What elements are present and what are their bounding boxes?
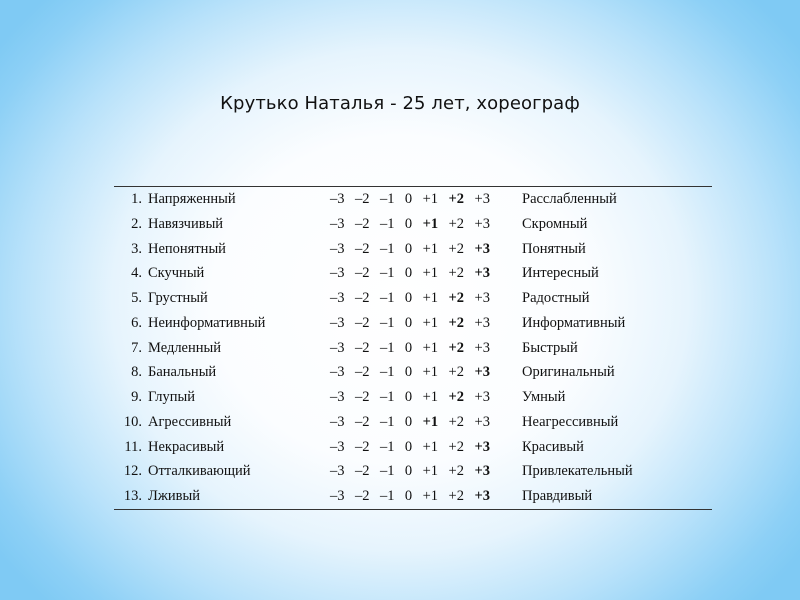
rating-scale [330,484,490,508]
scale-value: –3 [330,389,345,405]
row-number: 12. [123,463,142,480]
left-adjective: Глупый [148,389,196,405]
left-adjective: Медленный [148,339,222,356]
table-row [114,286,712,310]
right-adjective: Красивый [522,438,584,455]
table-row [114,385,712,409]
scale-value-selected: +1 [422,413,439,430]
scale-value: +2 [448,265,464,282]
scale-value: +3 [474,413,490,430]
table-row [114,311,712,335]
right-adjective: Информативный [522,314,626,331]
scale-value: –1 [379,290,395,306]
scale-value-selected: +2 [448,339,465,356]
scale-value: –3 [330,191,345,207]
table-row [114,484,712,508]
scale-value: –2 [354,463,370,480]
table-row [114,435,712,459]
right-adjective: Правдивый [522,488,593,504]
scale-value: +3 [474,215,490,232]
right-adjective: Привлекательный [522,463,633,480]
scale-value: 0 [404,290,413,306]
rating-scale [330,435,490,459]
scale-value: +1 [422,488,439,504]
right-adjective: Быстрый [522,339,578,356]
scale-value: –3 [330,290,345,306]
row-number: 2. [131,215,142,232]
rating-scale [330,410,490,434]
row-number: 5. [131,290,142,306]
scale-value: +3 [474,290,490,306]
scale-value: +2 [448,488,464,504]
right-adjective: Умный [522,389,566,405]
scale-value: +2 [448,413,465,430]
row-number: 10. [123,413,142,430]
scale-value: +1 [422,290,439,306]
row-number: 9. [131,389,142,405]
row-number: 4. [131,265,142,282]
table-row [114,360,712,384]
rating-scale [330,261,490,285]
scale-value: –2 [354,488,370,504]
semantic-differential-table [114,186,712,510]
row-number: 6. [131,314,142,331]
left-adjective: Лживый [148,488,200,504]
scale-value: +1 [422,389,439,405]
scale-value: 0 [404,240,413,257]
right-adjective: Неагрессивный [522,413,619,430]
scale-value: –2 [354,240,370,257]
scale-value: –3 [330,463,345,480]
scale-value: +3 [474,314,490,331]
scale-value: –1 [379,413,395,430]
scale-value: –1 [379,488,395,504]
scale-value: +2 [448,215,465,232]
rating-scale [330,385,490,409]
scale-value: –2 [354,215,370,232]
scale-value: –2 [354,191,370,207]
scale-value: –3 [330,265,345,282]
scale-value: –3 [330,314,345,331]
left-adjective: Грустный [148,290,208,306]
scale-value: –1 [379,191,395,207]
scale-value: –3 [330,215,345,232]
rating-scale [330,311,490,335]
scale-value: –3 [330,364,345,381]
rating-scale [330,212,490,236]
row-number: 7. [131,339,142,356]
scale-value: –1 [379,389,395,405]
scale-value: 0 [404,438,413,455]
left-adjective: Отталкивающий [148,463,251,480]
scale-value: –1 [379,240,395,257]
left-adjective: Скучный [148,265,205,282]
scale-value: –3 [330,339,345,356]
scale-value: –2 [354,265,370,282]
scale-value-selected: +2 [448,389,465,405]
scale-value: +3 [474,339,490,356]
scale-value: +1 [422,463,439,480]
scale-value-selected: +2 [448,191,465,207]
scale-value: –2 [354,438,370,455]
scale-value: +2 [448,240,464,257]
scale-value: –1 [379,339,395,356]
scale-value: +2 [448,438,464,455]
left-adjective: Неинформативный [148,314,266,331]
scale-value: +1 [422,339,439,356]
scale-value: 0 [404,314,413,331]
rating-scale [330,286,490,310]
left-adjective: Навязчивый [148,215,224,232]
scale-value: –2 [354,413,370,430]
rating-scale [330,360,490,384]
rating-scale [330,459,490,483]
scale-value: 0 [404,463,413,480]
scale-value: +3 [474,389,490,405]
scale-value-selected: +3 [474,438,490,455]
scale-value: –2 [354,314,370,331]
scale-value: +2 [448,463,464,480]
row-number: 1. [131,191,142,207]
scale-value: +2 [448,364,464,381]
scale-value: 0 [404,389,413,405]
scale-value-selected: +3 [474,463,490,480]
rating-scale [330,187,490,211]
scale-value: 0 [404,191,413,207]
right-adjective: Скромный [522,215,588,232]
scale-value: –2 [354,339,370,356]
scale-value: 0 [404,339,413,356]
table-row [114,212,712,236]
row-number: 3. [131,240,142,257]
scale-value: +1 [422,438,439,455]
scale-value: –3 [330,438,345,455]
left-adjective: Агрессивный [148,413,232,430]
left-adjective: Некрасивый [148,438,225,455]
scale-value: –3 [330,413,345,430]
left-adjective: Банальный [148,364,217,381]
scale-value: 0 [404,215,413,232]
table-row [114,261,712,285]
scale-value-selected: +1 [422,215,439,232]
scale-value: –1 [379,314,395,331]
scale-value: –1 [379,463,395,480]
scale-value: +1 [422,191,439,207]
scale-value: +1 [422,314,439,331]
scale-value: –1 [379,364,395,381]
slide-title: Крутько Наталья - 25 лет, хореограф [220,93,580,114]
scale-value: –1 [379,265,395,282]
table-row [114,459,712,483]
scale-value: +3 [474,191,490,207]
table-row [114,336,712,360]
table-row [114,187,712,211]
right-adjective: Понятный [522,240,586,257]
left-adjective: Напряженный [148,191,236,207]
right-adjective: Интересный [522,265,599,282]
right-adjective: Расслабленный [522,191,617,207]
scale-value: –1 [379,438,395,455]
scale-value: 0 [404,265,413,282]
table-row [114,237,712,261]
scale-value: –3 [330,240,345,257]
scale-value: –2 [354,389,370,405]
scale-value-selected: +3 [474,364,490,381]
table-row [114,410,712,434]
scale-value: –1 [379,215,395,232]
scale-value-selected: +2 [448,290,465,306]
right-adjective: Оригинальный [522,364,615,381]
scale-value: +1 [422,265,439,282]
scale-value: +1 [422,364,439,381]
scale-value: 0 [404,413,413,430]
scale-value-selected: +3 [474,265,490,282]
scale-value: 0 [404,364,413,381]
rating-scale [330,237,490,261]
scale-value: 0 [404,488,413,504]
scale-value: –3 [330,488,345,504]
row-number: 11. [124,438,142,455]
scale-value-selected: +2 [448,314,465,331]
left-adjective: Непонятный [148,240,226,257]
scale-value: +1 [422,240,439,257]
row-number: 13. [123,488,142,504]
scale-value-selected: +3 [474,488,490,504]
row-number: 8. [131,364,142,381]
scale-value-selected: +3 [474,240,490,257]
scale-value: –2 [354,364,370,381]
rating-scale [330,336,490,360]
scale-value: –2 [354,290,370,306]
right-adjective: Радостный [522,290,590,306]
